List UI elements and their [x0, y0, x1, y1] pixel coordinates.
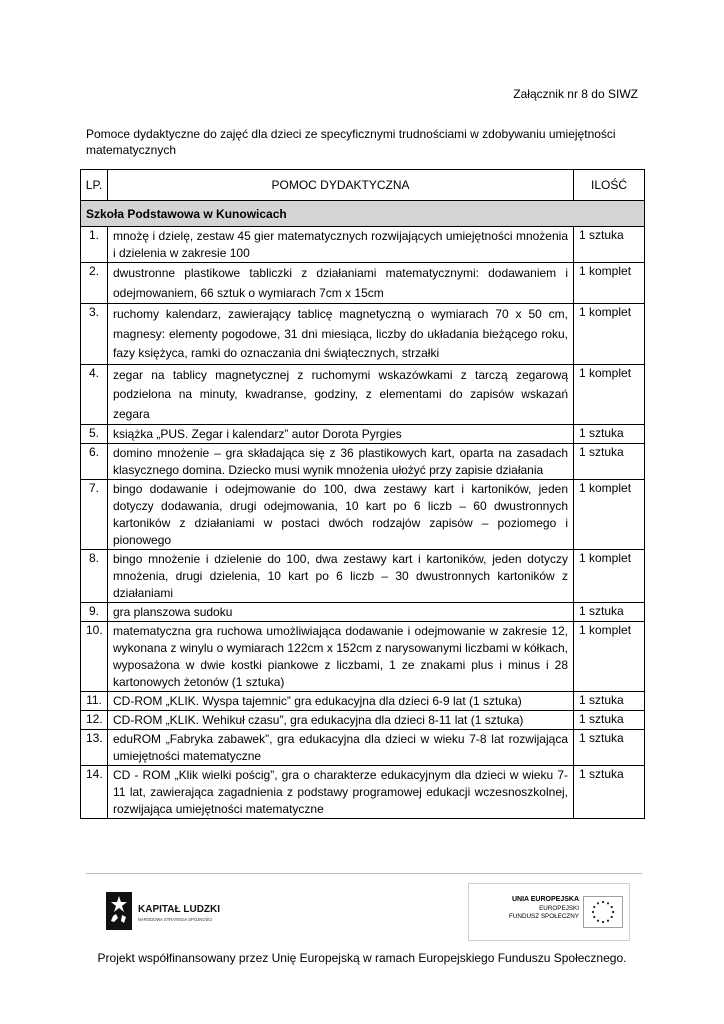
column-header-aid: POMOC DYDAKTYCZNA — [108, 170, 574, 201]
column-header-lp: LP. — [81, 170, 108, 201]
eu-logo-line1: UNIA EUROPEJSKA — [511, 896, 579, 903]
annex-label: Załącznik nr 8 do SIWZ — [513, 87, 638, 101]
table-header-row — [81, 170, 645, 201]
row-number: 2. — [81, 263, 108, 304]
table-row — [81, 603, 645, 622]
table-row — [81, 480, 645, 550]
row-description: dwustronne plastikowe tabliczki z działaniami matematycznymi: dodawaniem i odejmowaniem, 66 sztuk o wymiarach 7cm x 15cm — [108, 263, 574, 304]
table-row — [81, 730, 645, 766]
table-row — [81, 766, 645, 819]
row-quantity: 1 sztuka — [574, 227, 645, 263]
row-quantity: 1 sztuka — [574, 692, 645, 711]
row-description: domino mnożenie – gra składająca się z 36 plastikowych kart, oparta na zasadach klasycznego domina. Dziecko musi wynik mnożenia ułożyć przy zapisie działania — [108, 444, 574, 480]
table-row — [81, 304, 645, 365]
row-description: eduROM „Fabryka zabawek”, gra edukacyjna dla dzieci w wieku 7-8 lat rozwijająca umiejętności matematyczne — [108, 730, 574, 766]
row-quantity: 1 komplet — [574, 263, 645, 304]
row-quantity: 1 sztuka — [574, 603, 645, 622]
document-intro: Pomoce dydaktyczne do zajęć dla dzieci ze specyficznymi trudnościami w zdobywaniu umiejętności matematycznych — [86, 127, 616, 157]
row-number: 10. — [81, 622, 108, 692]
row-number: 3. — [81, 304, 108, 365]
funding-note: Projekt współfinansowany przez Unię Europejską w ramach Europejskiego Funduszu Społecznego. — [97, 951, 627, 965]
row-quantity: 1 komplet — [574, 364, 645, 425]
row-description: bingo mnożenie i dzielenie do 100, dwa zestawy kart i kartoników, jeden dotyczy mnożenia, drugi dzielenia, 10 kart po 6 liczb – 30 dwustronnych kartoników z działaniami — [108, 550, 574, 603]
table-row — [81, 364, 645, 425]
row-quantity: 1 komplet — [574, 480, 645, 550]
row-quantity: 1 sztuka — [574, 711, 645, 730]
table-row — [81, 227, 645, 263]
eu-logo — [468, 883, 630, 941]
row-description: CD-ROM „KLIK. Wehikuł czasu”, gra edukacyjna dla dzieci 8-11 lat (1 sztuka) — [108, 711, 574, 730]
row-description: CD-ROM „KLIK. Wyspa tajemnic” gra edukacyjna dla dzieci 6-9 lat (1 sztuka) — [108, 692, 574, 711]
logo-left-subtitle: NARODOWA STRATEGIA SPÓJNOŚCI — [138, 917, 213, 922]
footer-divider — [86, 873, 642, 874]
table-row — [81, 692, 645, 711]
table-row — [81, 622, 645, 692]
row-number: 13. — [81, 730, 108, 766]
school-name: Szkoła Podstawowa w Kunowicach — [81, 201, 645, 227]
row-quantity: 1 komplet — [574, 304, 645, 365]
row-description: zegar na tablicy magnetycznej z ruchomymi wskazówkami z tarczą zegarową podzielona na minuty, kwadranse, godziny, z elementami do zapisów wskazań zegara — [108, 364, 574, 425]
row-quantity: 1 komplet — [574, 550, 645, 603]
row-description: mnożę i dzielę, zestaw 45 gier matematycznych rozwijających umiejętności mnożenia i dzielenia w zakresie 100 — [108, 227, 574, 263]
row-description: ruchomy kalendarz, zawierający tablicę magnetyczną o wymiarach 70 x 50 cm, magnesy: elementy pogodowe, 31 dni miesiąca, liczby do układania bieżącego roku, fazy księżyca, ramki do oznaczania dni świątecznych, strzałki — [108, 304, 574, 365]
eu-flag-icon — [583, 896, 623, 928]
logo-left-title: KAPITAŁ LUDZKI — [138, 904, 221, 915]
row-number: 4. — [81, 364, 108, 425]
row-number: 5. — [81, 425, 108, 444]
eu-logo-line3: FUNDUSZ SPOŁECZNY — [509, 913, 579, 920]
column-header-qty: ILOŚĆ — [574, 170, 645, 201]
row-number: 7. — [81, 480, 108, 550]
kapital-ludzki-emblem-icon — [104, 890, 244, 934]
row-description: matematyczna gra ruchowa umożliwiająca dodawanie i odejmowanie w zakresie 12, wykonana z winylu o wymiarach 122cm x 152cm z narysowanymi liczbami w kółkach, wyposażona w dwie kostki piankowe z liczbami, 1 ze znakami plus i minus i 28 kartonowych żetonów (1 sztuka) — [108, 622, 574, 692]
eu-logo-text — [509, 896, 579, 922]
row-quantity: 1 sztuka — [574, 730, 645, 766]
row-number: 8. — [81, 550, 108, 603]
row-number: 1. — [81, 227, 108, 263]
row-number: 6. — [81, 444, 108, 480]
row-description: książka „PUS. Zegar i kalendarz” autor Dorota Pyrgies — [108, 425, 574, 444]
row-number: 12. — [81, 711, 108, 730]
row-number: 11. — [81, 692, 108, 711]
row-quantity: 1 komplet — [574, 622, 645, 692]
teaching-aids-table — [80, 169, 645, 819]
table-row — [81, 711, 645, 730]
row-number: 9. — [81, 603, 108, 622]
row-quantity: 1 sztuka — [574, 766, 645, 819]
row-quantity: 1 sztuka — [574, 444, 645, 480]
table-row — [81, 425, 645, 444]
row-description: CD - ROM „Klik wielki pościg”, gra o charakterze edukacyjnym dla dzieci w wieku 7-11 lat, zawierająca zagadnienia z podstawy programowej edukacji wczesnoszkolnej, rozwijająca umiejętności matematyczne — [108, 766, 574, 819]
row-quantity: 1 sztuka — [574, 425, 645, 444]
kapital-ludzki-logo — [104, 890, 244, 934]
table-row — [81, 444, 645, 480]
row-description: gra planszowa sudoku — [108, 603, 574, 622]
school-row — [81, 201, 645, 227]
row-description: bingo dodawanie i odejmowanie do 100, dwa zestawy kart i kartoników, jeden dotyczy dodawania, drugi odejmowania, 10 kart po 6 liczb – 60 dwustronnych kartoników z działaniami w postaci dwóch rodzajów zapisów – poziomego i pionowego — [108, 480, 574, 550]
row-number: 14. — [81, 766, 108, 819]
eu-logo-line2: EUROPEJSKI — [539, 904, 579, 912]
table-row — [81, 263, 645, 304]
table-row — [81, 550, 645, 603]
